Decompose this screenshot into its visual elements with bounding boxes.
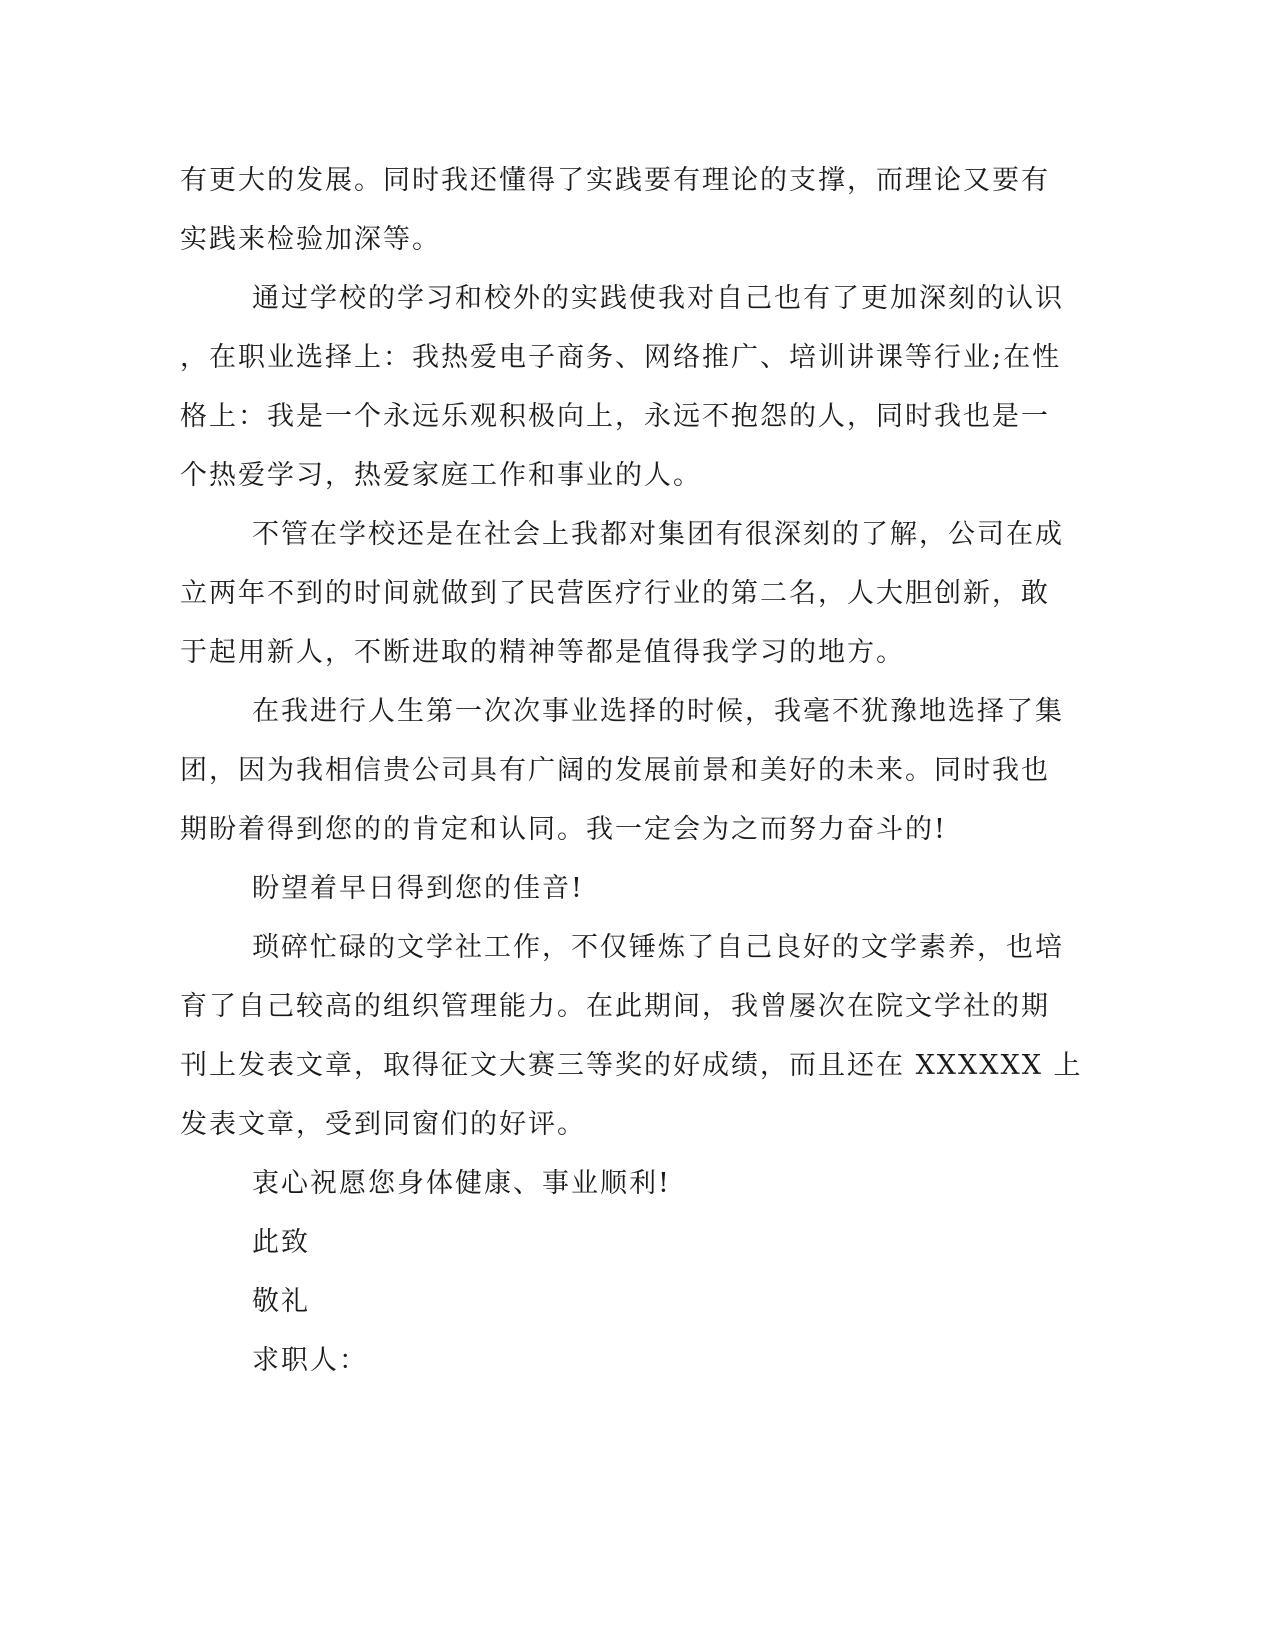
- text-line: 刊上发表文章，取得征文大赛三等奖的好成绩，而且还在 XXXXXX 上: [180, 1050, 1083, 1081]
- text-line: 实践来检验加深等。: [180, 224, 441, 255]
- text-line: 期盼着得到您的的肯定和认同。我一定会为之而努力奋斗的!: [180, 814, 947, 845]
- text-line: 发表文章，受到同窗们的好评。: [180, 1109, 586, 1140]
- paragraph-start: 不管在学校还是在社会上我都对集团有很深刻的了解，公司在成: [252, 519, 1064, 550]
- paragraph-start: 通过学校的学习和校外的实践使我对自己也有了更加深刻的认识: [252, 283, 1064, 314]
- signature-label: 求职人：: [252, 1345, 368, 1376]
- text-line: ，在职业选择上：我热爱电子商务、网络推广、培训讲课等行业;在性: [180, 342, 1062, 373]
- paragraph-start: 在我进行人生第一次次事业选择的时候，我毫不犹豫地选择了集: [252, 696, 1064, 727]
- text-line: 立两年不到的时间就做到了民营医疗行业的第二名，人大胆创新，敢: [180, 578, 1050, 609]
- text-line: 于起用新人，不断进取的精神等都是值得我学习的地方。: [180, 637, 905, 668]
- text-line: 格上：我是一个永远乐观积极向上，永远不抱怨的人，同时我也是一: [180, 401, 1050, 432]
- text-line: 团，因为我相信贵公司具有广阔的发展前景和美好的未来。同时我也: [180, 755, 1050, 786]
- salutation-cizhi: 此致: [252, 1227, 310, 1258]
- salutation-jingli: 敬礼: [252, 1286, 310, 1317]
- text-line: 有更大的发展。同时我还懂得了实践要有理论的支撑，而理论又要有: [180, 165, 1050, 196]
- paragraph-start: 琐碎忙碌的文学社工作，不仅锤炼了自己良好的文学素养，也培: [252, 932, 1064, 963]
- closing-wish: 衷心祝愿您身体健康、事业顺利!: [252, 1168, 671, 1199]
- paragraph-start: 盼望着早日得到您的佳音!: [252, 873, 584, 904]
- text-line: 个热爱学习，热爱家庭工作和事业的人。: [180, 460, 702, 491]
- text-line: 育了自己较高的组织管理能力。在此期间，我曾屡次在院文学社的期: [180, 991, 1050, 1022]
